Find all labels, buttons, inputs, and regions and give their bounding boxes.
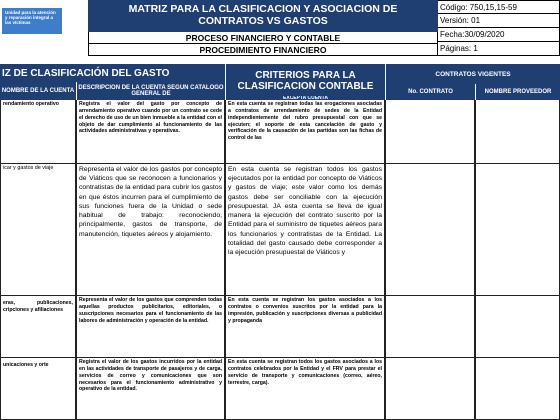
table-row-3-contract [385,296,475,358]
entity-logo [2,8,62,34]
table-row-1-provider [475,100,560,164]
process-label-text: PROCESO FINANCIERO Y CONTABLE [185,32,341,43]
row-4-name-text: unicaciones y orte [3,362,49,368]
col-header-name [0,82,76,100]
row-2-name-text: icar y gastos de viaje [3,165,54,171]
table-row-4-name [0,358,76,420]
procedure-label [88,44,438,56]
row-2-criteria-text: En esta cuenta se registran todos los gastos ejecutados por la entidad por concepto de Viáticos y gastos de viaje; este valor como los demás gastos debe ser conciliable con la ejecución presupuestal. JA esta cuenta se lleva de igual manera la ejecución del contrato suscrito por la Entidad para el suministro de tiquetes aéreos para los funcionarios y contratistas de la Entidad. La totalidad del gasto causado debe corresponder a la ejecución presupuestal de Viáticos y [228,166,382,257]
table-row-1-desc [76,100,225,164]
row-1-name-text: rendamiento operativo [3,101,59,107]
col-header-contract-text: No. CONTRATO [408,88,453,95]
table-row-2-provider [475,164,560,296]
procedure-label-text: PROCEDIMIENTO FINANCIERO [199,44,327,55]
table-row-2-name [0,164,76,296]
col-header-provider [475,84,560,100]
section-classification [0,64,225,82]
row-2-desc-text: Representa el valor de los gastos por concepto de Viáticos que se reconocen a funcionarios y contratistas de la entidad para cubrir los gastos en que éstos incurren para el cumplimiento de sus funciones fuera de la Unidad o sede habitual de trabajo: reconociendo, principalmente, gastos de transporte, de manutención, tiquetes aéreos y alojamiento. [79,166,222,238]
meta-code [438,0,560,14]
table-row-3-name [0,296,76,358]
table-row-1-contract [385,100,475,164]
row-1-criteria-text: En esta cuenta se registran todas las erogaciones asociadas a contratos de arrendamiento de sedes de la Entidad independientemente del rubro presupuestal con que se ejecuten; el soporte de esta cancelación de gasto y verificación de la causación de las partidas son las fichas de control de las [228,101,382,142]
table-row-2-contract [385,164,475,296]
row-3-name-text: eras, publicaciones, cripciones y afiliaciones [3,300,73,313]
col-header-name-text: NOMBRE DE LA CUENTA [1,87,75,94]
section-classification-text: IZ DE CLASIFICACIÓN DEL GASTO [2,67,170,79]
table-row-4-criteria [225,358,385,420]
table-row-1-criteria [225,100,385,164]
meta-version-text: Versión: 01 [440,16,481,25]
section-contracts-text: CONTRATOS VIGENTES [435,70,511,78]
meta-date [438,28,560,42]
col-header-criteria-cut-text: EXCEPTA CUENTA [283,96,328,100]
row-3-criteria-text: En esta cuenta se registran los gastos asociados a los contratos o convenios suscritos por la entidad para la impresión, publicación y suscripciones diversas a publicidad y propaganda [228,297,382,324]
row-3-desc-text: Representa el valor de los gastos que comprenden todas aquellas productos publicitarios, editoriales, o suscripciones necesarios para el funcionamiento de las labores de administración y operación de la entidad. [79,297,222,324]
meta-version [438,14,560,28]
table-row-1-name [0,100,76,164]
table-row-2-desc [76,164,225,296]
row-4-desc-text: Registra el valor de los gastos incurridos por la entidad en las actividades de transporte de pasajeros y de carga, servicios de correo y comunicaciones que son necesarios para el funcionamiento administrativo y operativo de la entidad. [79,359,222,393]
section-criteria [225,64,385,98]
table-row-4-desc [76,358,225,420]
col-header-desc [76,82,225,100]
table-row-3-desc [76,296,225,358]
col-header-provider-text: NOMBRE PROVEEDOR [484,88,552,95]
meta-pages [438,42,560,56]
document-title [88,0,438,32]
col-header-desc-text: DESCRIPCION DE LA CUENTA SEGUN CATALOGO GENERAL DE [78,84,224,97]
logo-text: Unidad para la atención y reparación integral a las víctimas [5,10,56,26]
section-criteria-text: CRITERIOS PARA LA CLASIFICACION CONTABLE [237,69,374,92]
row-1-desc-text: Registra el valor del gasto por concepto de arrendamiento operativo cuando por un contrato se cede el derecho de uso de un bien inmueble a la entidad con el objeto de dar cumplimiento al funcionamiento de las actividades administrativas y operativas. [79,101,222,135]
section-contracts [385,64,560,84]
meta-code-text: Código: 750,15,15-59 [440,2,517,12]
table-row-3-provider [475,296,560,358]
meta-date-text: Fecha:30/09/2020 [440,30,505,39]
process-label [88,32,438,44]
meta-pages-text: Páginas: 1 [440,44,478,53]
row-4-criteria-text: En esta cuenta se registran todos los gastos asociados a los contratos celebrados por la Entidad y el FRV para prestar el servicio de transporte y comunicaciones (correo, aéreo, terrestre, carga). [228,359,382,386]
table-row-4-provider [475,358,560,420]
table-row-4-contract [385,358,475,420]
col-header-contract [385,84,475,100]
table-row-3-criteria [225,296,385,358]
table-row-2-criteria [225,164,385,296]
document-title-text: MATRIZ PARA LA CLASIFICACION Y ASOCIACION DE CONTRATOS VS GASTOS [128,3,398,27]
